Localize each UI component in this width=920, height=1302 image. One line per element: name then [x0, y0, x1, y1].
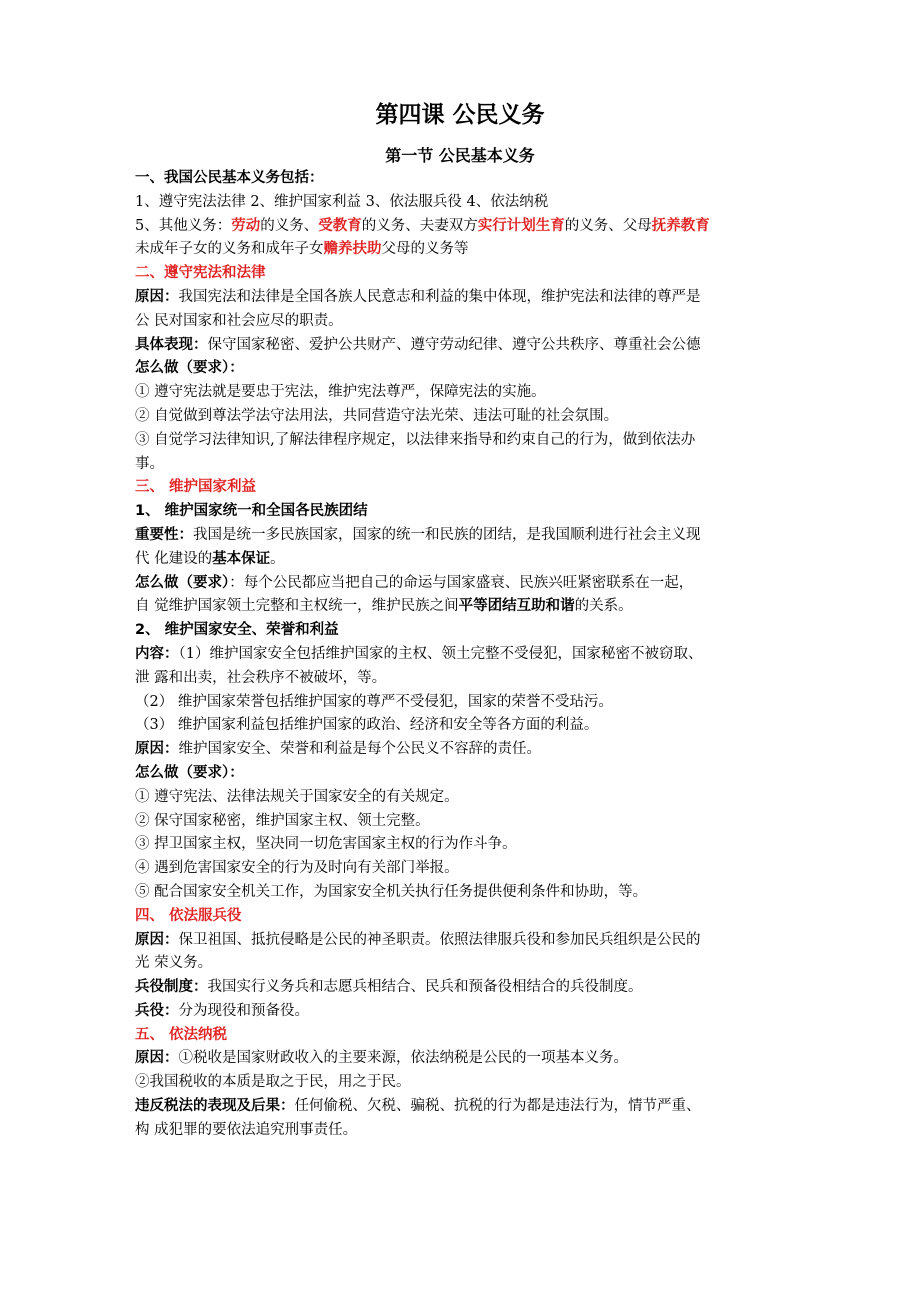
section-title: 第一节 公民基本义务: [385, 146, 535, 165]
other-duties-line: [135, 215, 785, 239]
text: 的关系。: [574, 598, 633, 615]
heading-military-service: 四、 依法服兵役: [135, 907, 242, 924]
document-body: [135, 167, 785, 1143]
text: （1）维护国家安全包括维护国家的主权、领土完整不受侵犯，国家秘密不被窃取、: [178, 645, 703, 662]
label: 原因：: [135, 1050, 179, 1067]
highlight-education: 受教育: [318, 217, 362, 234]
label: 违反税法的表现及后果：: [135, 1098, 295, 1115]
reason-line-2: 光 荣义务。: [135, 955, 213, 972]
highlight-support-parents: 赡养扶助: [323, 241, 382, 258]
list-item: ③ 捍卫国家主权，坚决同一切危害国家主权的行为作斗争。: [135, 836, 517, 853]
system-line: [135, 976, 785, 1000]
text: 父母的义务等: [381, 241, 469, 258]
text: 未成年子女的义务和成年子女: [135, 241, 324, 258]
other-duties-line-2: [135, 238, 785, 262]
reason-line: [135, 1047, 785, 1071]
text: 维护国家安全、荣誉和利益是每个公民义不容辞的责任。: [178, 741, 541, 758]
text: 。: [270, 550, 285, 567]
list-item-cont: 事。: [135, 455, 164, 472]
subheading-unity: 1、 维护国家统一和全国各民族团结: [135, 503, 368, 520]
how-heading: 怎么做（要求）：: [135, 360, 244, 377]
importance-line-2: [135, 548, 785, 572]
label: 原因：: [135, 741, 179, 758]
label: 原因：: [135, 931, 179, 948]
label: 原因：: [135, 288, 179, 305]
bold-term: 平等团结互助和谐: [458, 598, 575, 615]
text: ：每个公民都应当把自己的命运与国家盛衰、民族兴旺紧密联系在一起，: [229, 574, 694, 591]
violation-line: [135, 1095, 785, 1119]
text: 的义务、夫妻双方: [361, 217, 478, 234]
text: 代 化建设的: [135, 550, 213, 567]
content-line-3: （2） 维护国家荣誉包括维护国家的尊严不受侵犯，国家的荣誉不受玷污。: [135, 693, 613, 710]
text: 我国宪法和法律是全国各族人民意志和利益的集中体现，维护宪法和法律的尊严是: [178, 288, 701, 305]
label: 重要性：: [135, 526, 193, 543]
text: 分为现役和预备役。: [178, 1002, 309, 1019]
heading-pay-taxes: 五、 依法纳税: [135, 1026, 228, 1043]
text: ①税收是国家财政收入的主要来源，依法纳税是公民的一项基本义务。: [178, 1050, 628, 1067]
reason-line-2: 公 民对国家和社会应尽的职责。: [135, 312, 343, 329]
text: 保守国家秘密、爱护公共财产、遵守劳动纪律、遵守公共秩序、尊重社会公德: [207, 336, 701, 353]
list-item: ① 遵守宪法、法律法规关于国家安全的有关规定。: [135, 788, 459, 805]
text: 我国实行义务兵和志愿兵相结合、民兵和预备役相结合的兵役制度。: [207, 979, 643, 996]
reason-line: [135, 929, 785, 953]
label: 怎么做（要求）: [135, 574, 230, 591]
text: 的义务、: [260, 217, 319, 234]
heading-national-interest: 三、 维护国家利益: [135, 479, 257, 496]
bold-term: 基本保证: [212, 550, 271, 567]
text: 自 觉维护国家领土完整和主权统一，维护民族之间: [135, 598, 459, 615]
label: 兵役制度：: [135, 979, 208, 996]
importance-line: [135, 524, 785, 548]
list-item: ⑤ 配合国家安全机关工作，为国家安全机关执行任务提供便利条件和协助，等。: [135, 883, 648, 900]
content-line: [135, 643, 785, 667]
type-line: [135, 1000, 785, 1024]
how-line-2: [135, 595, 785, 619]
reason-line: [135, 286, 785, 310]
content-line-2: 泄 露和出卖，社会秩序不被破坏，等。: [135, 669, 387, 686]
text: 任何偷税、欠税、骗税、抗税的行为都是违法行为，情节严重、: [294, 1098, 701, 1115]
highlight-raise-educate: 抚养教育: [651, 217, 710, 234]
text: 保卫祖国、抵抗侵略是公民的神圣职责。依照法律服兵役和参加民兵组织是公民的: [178, 931, 701, 948]
text: 的义务、父母: [564, 217, 652, 234]
subheading-security: 2、 维护国家安全、荣誉和利益: [135, 622, 339, 639]
reason-line-2: ②我国税收的本质是取之于民，用之于民。: [135, 1074, 411, 1091]
list-item: ③ 自觉学习法律知识,了解法律程序规定，以法律来指导和约束自己的行为，做到依法办: [135, 431, 696, 448]
violation-line-2: 构 成犯罪的要依法追究刑事责任。: [135, 1121, 358, 1138]
text: 5、其他义务：: [135, 217, 232, 234]
reason-line: [135, 738, 785, 762]
label: 内容：: [135, 645, 179, 662]
content-line-4: （3） 维护国家利益包括维护国家的政治、经济和安全等各方面的利益。: [135, 717, 599, 734]
heading-obey-constitution: 二、遵守宪法和法律: [135, 265, 266, 282]
list-item: ④ 遇到危害国家安全的行为及时向有关部门举报。: [135, 860, 459, 877]
label: 具体表现：: [135, 336, 208, 353]
heading-basic-duties: 一、我国公民基本义务包括：: [135, 170, 324, 186]
text: 我国是统一多民族国家，国家的统一和民族的团结，是我国顺利进行社会主义现: [193, 526, 701, 543]
list-item: ① 遵守宪法就是要忠于宪法，维护宪法尊严，保障宪法的实施。: [135, 384, 546, 401]
duties-list-line: 1、遵守宪法法律 2、维护国家利益 3、依法服兵役 4、依法纳税: [135, 193, 549, 210]
lesson-title: 第四课 公民义务: [375, 102, 545, 128]
highlight-labor: 劳动: [231, 217, 261, 234]
highlight-family-planning: 实行计划生育: [477, 217, 565, 234]
list-item: ② 保守国家秘密，维护国家主权、领土完整。: [135, 812, 430, 829]
list-item: ② 自觉做到尊法学法守法用法，共同营造守法光荣、违法可耻的社会氛围。: [135, 407, 619, 424]
how-heading: 怎么做（要求）：: [135, 764, 244, 781]
label: 兵役：: [135, 1002, 179, 1019]
how-line: [135, 572, 785, 596]
performance-line: [135, 334, 785, 358]
